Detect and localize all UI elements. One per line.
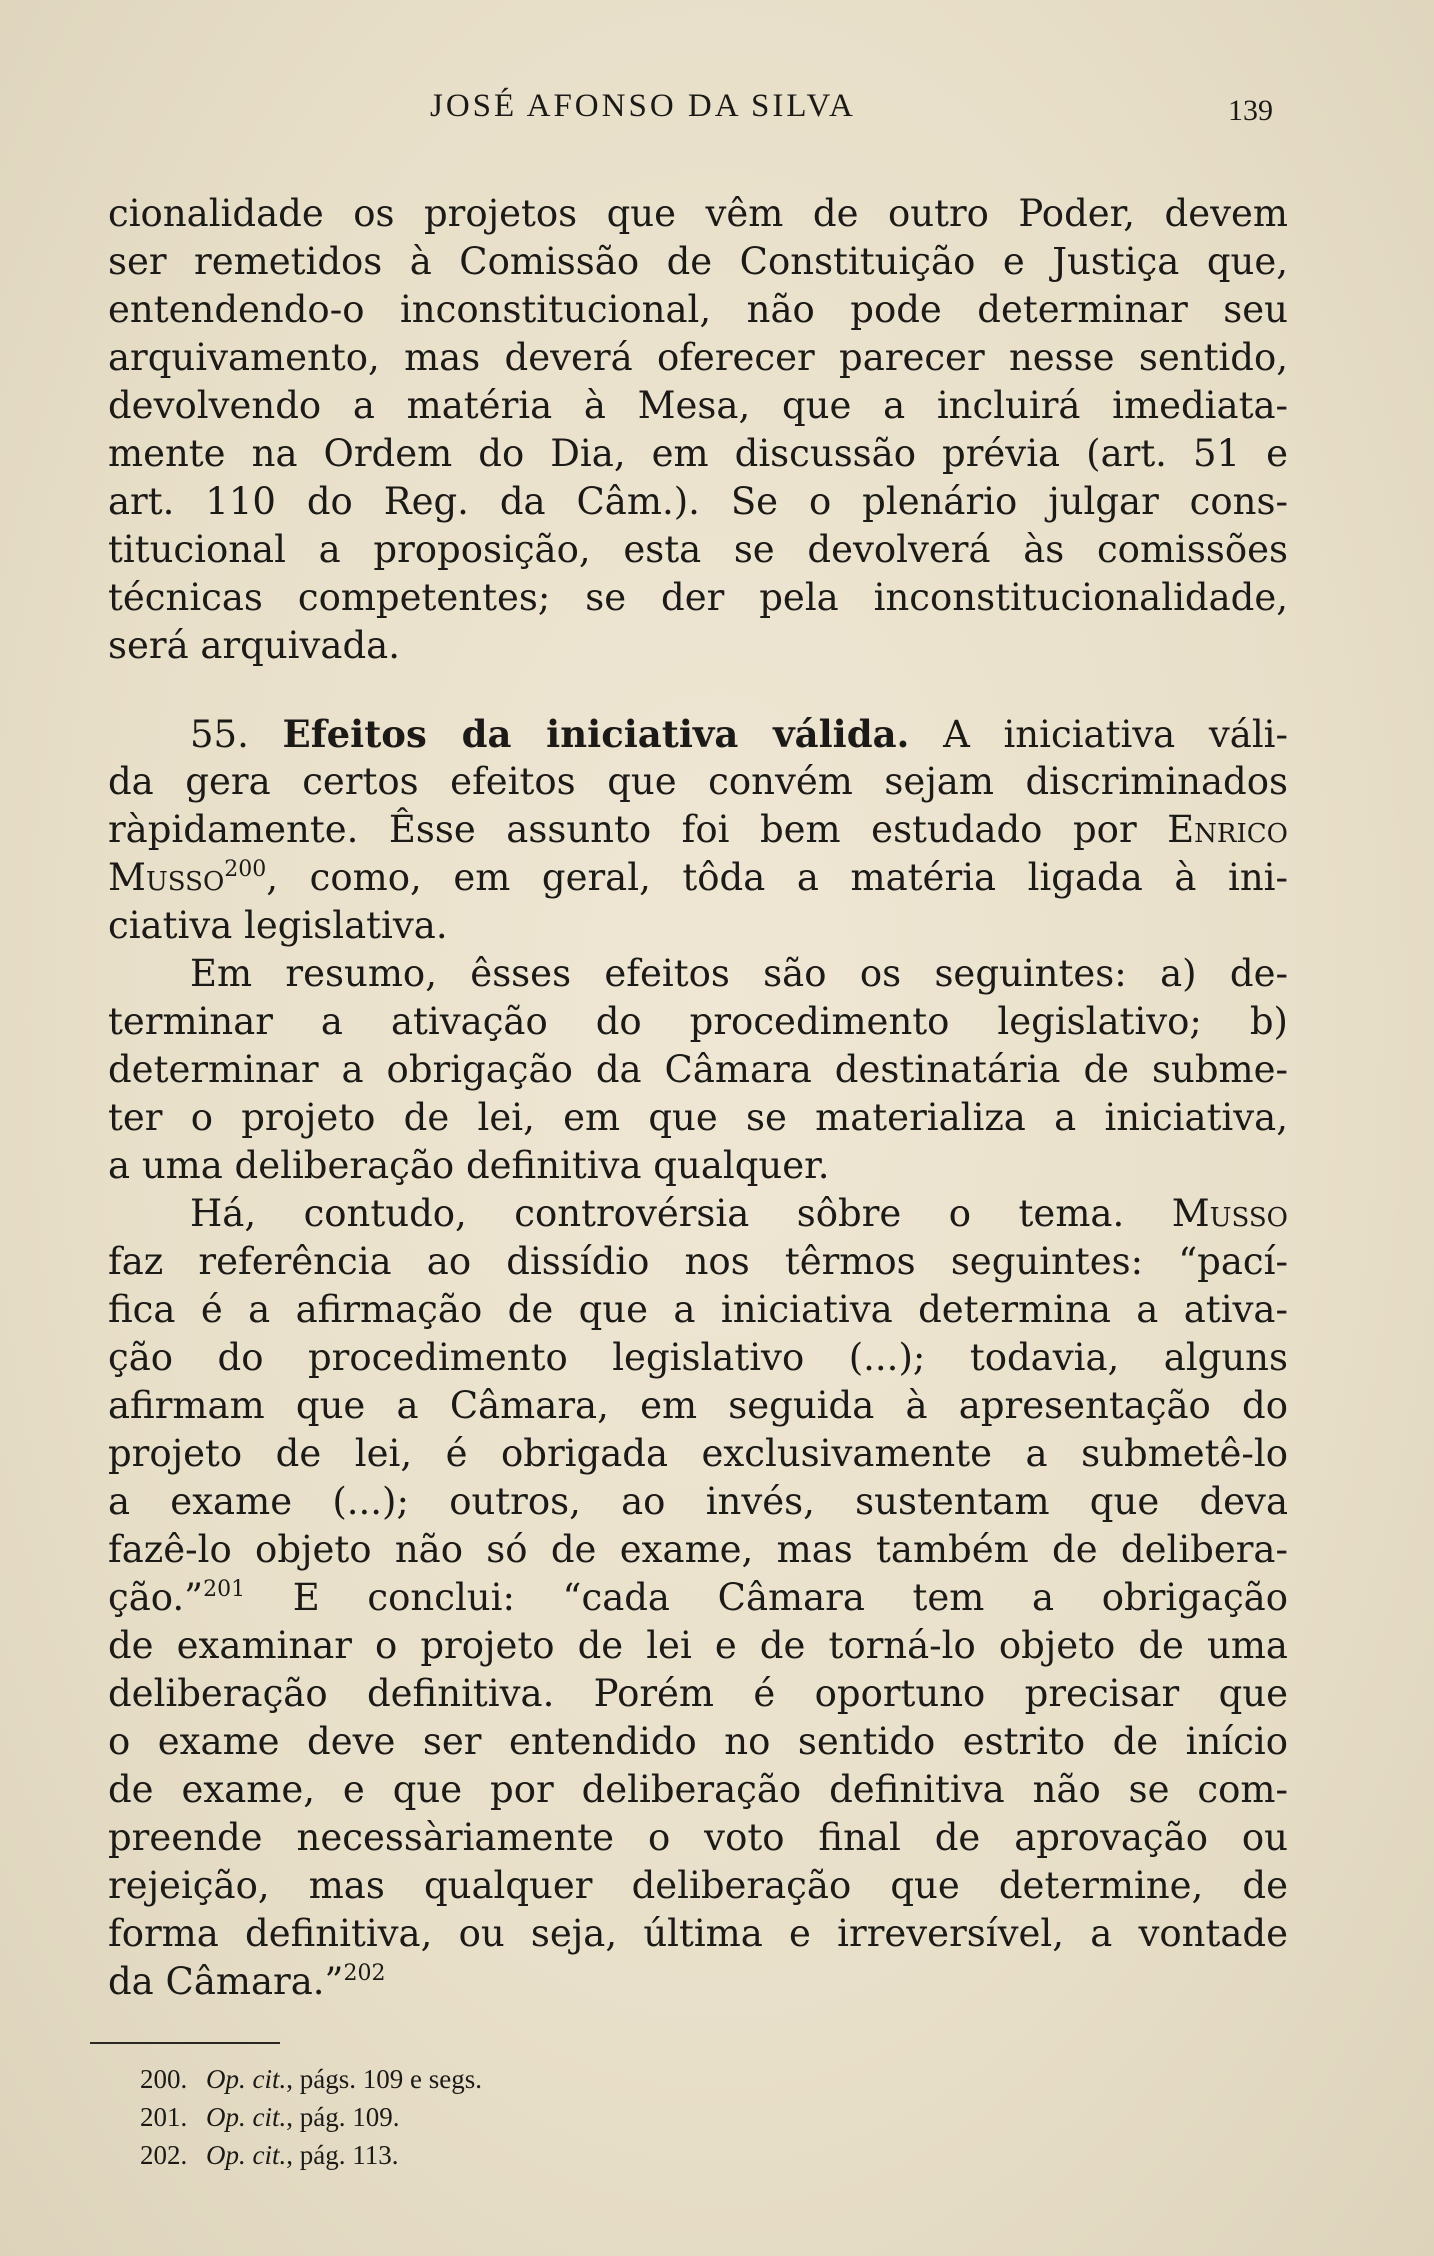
text-span: , como, em geral, tôda a matéria ligada à ini- — [266, 856, 1288, 899]
footnote-reference: 201 — [203, 1577, 246, 1602]
text-line — [108, 854, 1288, 902]
footnotes — [140, 2060, 482, 2174]
footnote-text: , pág. 113. — [286, 2140, 399, 2170]
text-line: afirmam que a Câmara, em seguida à apresentação do — [108, 1384, 1288, 1427]
paragraph-summary — [108, 950, 1288, 1190]
footnote-reference: 200 — [224, 857, 267, 882]
paragraph-continuation — [108, 190, 1288, 670]
text-span: da Câmara.” — [108, 1960, 344, 2003]
text-line — [108, 806, 1288, 854]
footnote-citation: Op. cit. — [206, 2140, 287, 2170]
text-line: terminar a ativação do procedimento legislativo; b) — [108, 1000, 1288, 1043]
footnote-citation: Op. cit. — [206, 2102, 287, 2132]
author-name: Musso — [1171, 1192, 1288, 1235]
section-gap — [108, 670, 1288, 710]
text-line: fazê-lo objeto não só de exame, mas também de delibera- — [108, 1528, 1288, 1571]
text-line — [108, 1574, 1288, 1622]
text-line: cionalidade os projetos que vêm de outro Poder, devem — [108, 192, 1288, 235]
footnote-number: 202. — [140, 2140, 188, 2170]
author-name: Enrico — [1167, 808, 1288, 851]
text-span: ràpidamente. Êsse assunto foi bem estudado por — [108, 808, 1137, 851]
text-line: Em resumo, êsses efeitos são os seguintes: a) de- — [190, 952, 1288, 995]
text-line: a exame (...); outros, ao invés, sustentam que deva — [108, 1480, 1288, 1523]
text-line: forma definitiva, ou seja, última e irreversível, a vontade — [108, 1912, 1288, 1955]
text-line: o exame deve ser entendido no sentido estrito de início — [108, 1720, 1288, 1763]
footnote — [140, 2098, 482, 2136]
text-line: ser remetidos à Comissão de Constituição e Justiça que, — [108, 240, 1288, 283]
footnote-text: , págs. 109 e segs. — [286, 2064, 482, 2094]
footnote — [140, 2060, 482, 2098]
text-line: art. 110 do Reg. da Câm.). Se o plenário julgar cons- — [108, 480, 1288, 523]
footnote-text: , pág. 109. — [286, 2102, 400, 2132]
section-number: 55. — [190, 713, 249, 756]
footnote-number: 200. — [140, 2064, 188, 2094]
text-line: titucional a proposição, esta se devolverá às comissões — [108, 528, 1288, 571]
body-text — [108, 190, 1288, 2006]
section-55 — [108, 710, 1288, 950]
text-line: faz referência ao dissídio nos têrmos seguintes: “pací- — [108, 1240, 1288, 1283]
footnote — [140, 2136, 482, 2174]
footnote-reference: 202 — [343, 1961, 386, 1986]
text-line: rejeição, mas qualquer deliberação que determine, de — [108, 1864, 1288, 1907]
footnote-number: 201. — [140, 2102, 188, 2132]
text-line: determinar a obrigação da Câmara destinatária de subme- — [108, 1048, 1288, 1091]
text-line: de exame, e que por deliberação definitiva não se com- — [108, 1768, 1288, 1811]
page-header — [0, 88, 1434, 138]
text-line: entendendo-o inconstitucional, não pode determinar seu — [108, 288, 1288, 331]
text-line — [108, 1958, 1288, 2006]
section-heading: Efeitos da iniciativa válida. — [282, 712, 910, 756]
text-line: devolvendo a matéria à Mesa, que a incluirá imediata- — [108, 384, 1288, 427]
text-span: ção.” — [108, 1576, 204, 1619]
text-line: ter o projeto de lei, em que se materializa a iniciativa, — [108, 1096, 1288, 1139]
text-line: ciativa legislativa. — [108, 904, 448, 947]
text-line: deliberação definitiva. Porém é oportuno precisar que — [108, 1672, 1288, 1715]
section-heading-line — [108, 710, 1288, 758]
text-span: A iniciativa váli- — [943, 713, 1289, 756]
text-line: técnicas competentes; se der pela inconstitucionalidade, — [108, 576, 1288, 619]
text-line: da gera certos efeitos que convém sejam discriminados — [108, 760, 1288, 803]
text-line: projeto de lei, é obrigada exclusivamente a submetê-lo — [108, 1432, 1288, 1475]
text-span: Há, contudo, controvérsia sôbre o tema. — [190, 1192, 1125, 1235]
text-line: mente na Ordem do Dia, em discussão prévia (art. 51 e — [108, 432, 1288, 475]
text-span: E conclui: “cada Câmara tem a obrigação — [292, 1576, 1289, 1619]
text-line: será arquivada. — [108, 624, 400, 667]
running-head: JOSÉ AFONSO DA SILVA — [430, 88, 856, 124]
text-line: arquivamento, mas deverá oferecer parecer nesse sentido, — [108, 336, 1288, 379]
footnote-separator — [90, 2042, 280, 2044]
footnote-citation: Op. cit. — [206, 2064, 287, 2094]
text-line: a uma deliberação definitiva qualquer. — [108, 1144, 830, 1187]
text-line: de examinar o projeto de lei e de torná-lo objeto de uma — [108, 1624, 1288, 1667]
paragraph-controversy — [108, 1190, 1288, 2006]
text-line: preende necessàriamente o voto final de aprovação ou — [108, 1816, 1288, 1859]
text-line: ção do procedimento legislativo (...); todavia, alguns — [108, 1336, 1288, 1379]
text-line: fica é a afirmação de que a iniciativa determina a ativa- — [108, 1288, 1288, 1331]
text-line — [108, 1190, 1288, 1238]
page-number: 139 — [1228, 94, 1273, 127]
author-name: Musso — [108, 856, 225, 899]
